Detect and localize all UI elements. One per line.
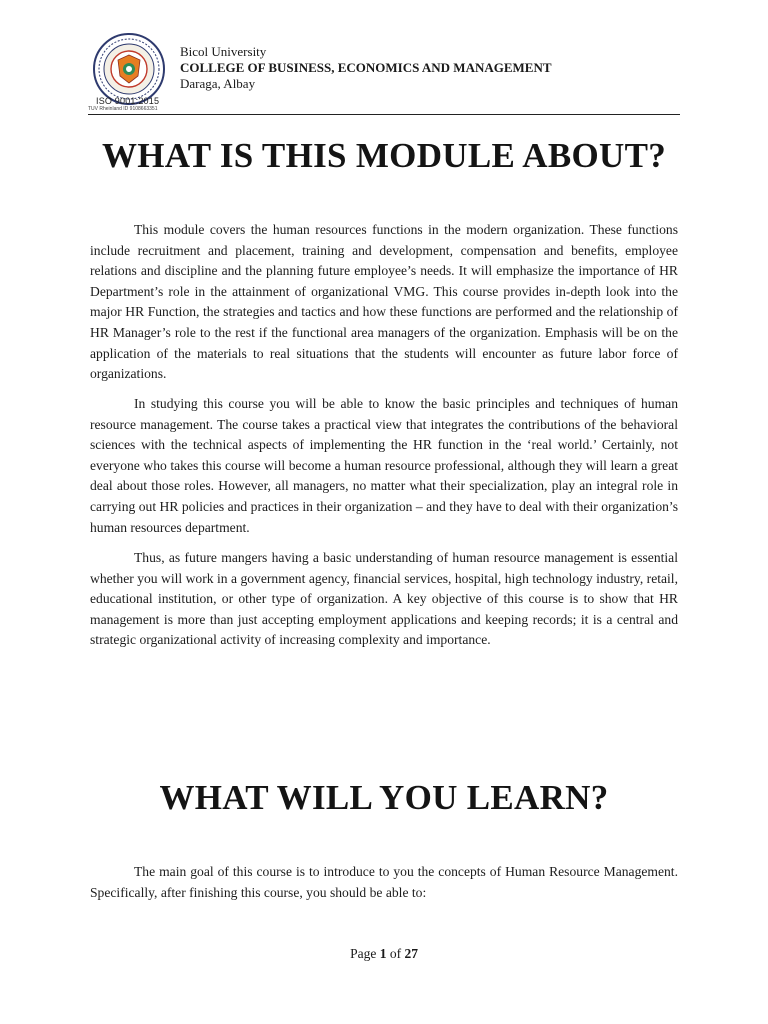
of-word: of	[389, 946, 402, 961]
section-title-what-will-you-learn: WHAT WILL YOU LEARN?	[159, 778, 609, 817]
institution-name: Bicol University	[180, 44, 267, 59]
location: Daraga, Albay	[180, 76, 256, 91]
college-name: COLLEGE OF BUSINESS, ECONOMICS AND MANAGEMENT	[180, 60, 552, 75]
iso-sub-label: TUV Rheinland ID 9108663351	[88, 106, 158, 112]
paragraph: This module covers the human resources functions in the modern organization. These functions include recruitment and placement, training and development, compensation and benefits, employee relations and discipline and the planning future employee’s needs. It will emphasize the importance of HR Department’s role in the attainment of organizational VMG. This course provides in-depth look into the major HR Function, the strategies and tactics and how these functions are performed and the relationship of HR Manager’s role to the rest if the functional area managers of the organization. Emphasis will be on the application of the materials to real situations that the students will encounter as future labor force of organizations.	[90, 222, 678, 382]
paragraph: Thus, as future mangers having a basic understanding of human resource management is essential whether you will work in a government agency, financial services, hospital, high technology industry, retail, educational institution, or other type of organization. A key objective of this course is to show that HR management is more than just accepting employment applications and keeping records; it is a central and strategic organizational activity of increasing complexity and importance.	[90, 550, 678, 648]
page-footer	[0, 946, 768, 962]
total-pages: 27	[404, 946, 418, 961]
header-text-block	[180, 44, 552, 92]
paragraph: In studying this course you will be able to know the basic principles and techniques of human resource management. The course takes a practical view that integrates the contributions of the behavioral sciences with the technical aspects of implementing the HR function in the ‘real world.’ Certainly, not everyone who takes this course will become a human resource professional, although they will learn a great deal about those roles. However, all managers, no matter what their specialization, play an integral role in carrying out HR policies and practices in their organization – and they have to deal with their organization’s human resources department.	[90, 396, 678, 535]
header-divider	[88, 114, 680, 115]
section-title-module-about: WHAT IS THIS MODULE ABOUT?	[101, 136, 667, 175]
current-page-number: 1	[379, 946, 387, 961]
paragraph: The main goal of this course is to introduce to you the concepts of Human Resource Management. Specifically, after finishing this course, you should be able to:	[90, 864, 678, 900]
page-word: Page	[350, 946, 377, 961]
iso-label: ISO 9001:2015	[96, 96, 160, 106]
university-seal-icon	[92, 32, 166, 106]
document-header	[88, 32, 680, 114]
iso-certification	[88, 96, 178, 112]
